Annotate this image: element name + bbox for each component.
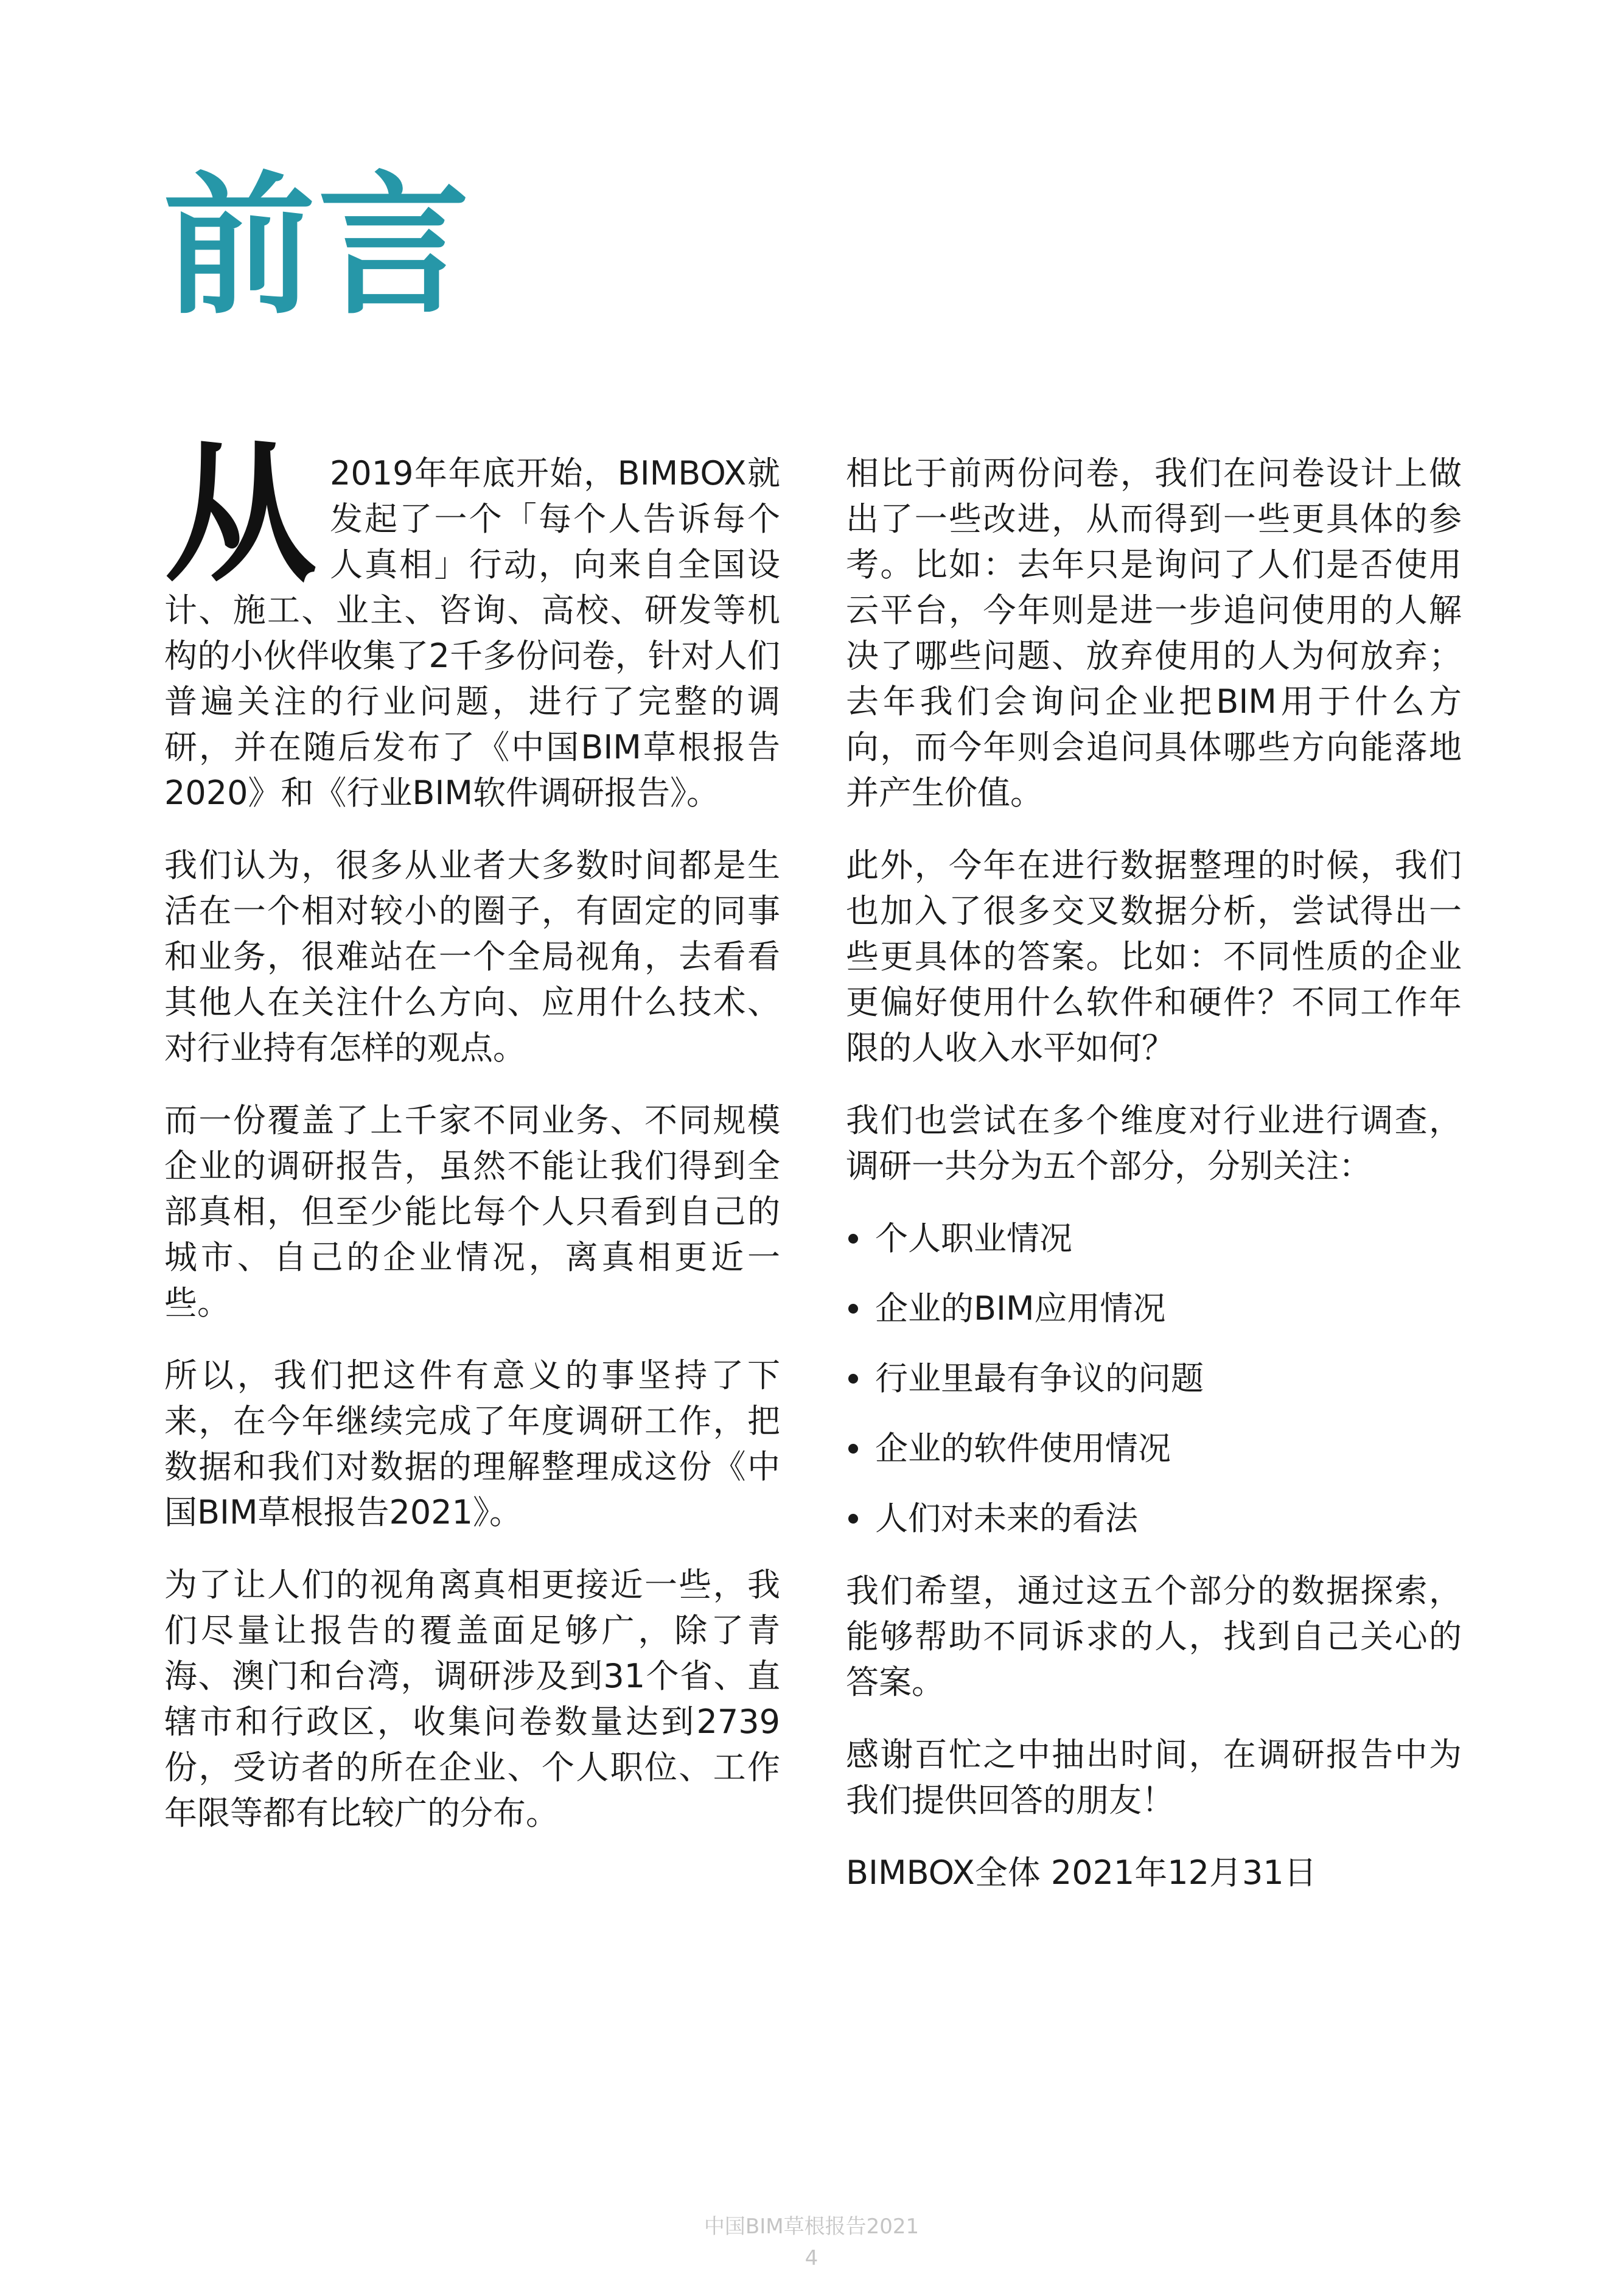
bullet-icon: [848, 1304, 858, 1314]
list-item: [846, 1286, 1462, 1331]
paragraph: 而一份覆盖了上千家不同业务、不同规模企业的调研报告，虽然不能让我们得到全部真相，但至少能比每个人只看到自己的城市、自己的企业情况，离真相更近一些。: [164, 1101, 780, 1322]
list-item: [846, 1356, 1462, 1401]
survey-sections-list: [846, 1216, 1462, 1541]
list-item-label: 人们对未来的看法: [875, 1499, 1138, 1538]
bullet-icon: [848, 1514, 858, 1524]
paragraph: 感谢百忙之中抽出时间，在调研报告中为我们提供回答的朋友！: [846, 1735, 1462, 1819]
paragraph: 我们希望，通过这五个部分的数据探索，能够帮助不同诉求的人，找到自己关心的答案。: [846, 1572, 1462, 1701]
left-column: [164, 425, 780, 1863]
list-item-label: 企业的BIM应用情况: [875, 1289, 1166, 1328]
footer-page-number: 4: [805, 2246, 818, 2270]
signature: BIMBOX全体 2021年12月31日: [846, 1853, 1317, 1892]
paragraph: 我们认为，很多从业者大多数时间都是生活在一个相对较小的圈子，有固定的同事和业务，很难站在一个全局视角，去看看其他人在关注什么方向、应用什么技术、对行业持有怎样的观点。: [164, 846, 780, 1067]
list-item-label: 行业里最有争议的问题: [875, 1359, 1204, 1398]
list-item: [846, 1496, 1462, 1541]
intro-paragraph: [164, 425, 780, 816]
paragraph: 为了让人们的视角离真相更接近一些，我们尽量让报告的覆盖面足够广，除了青海、澳门和台湾，调研涉及到31个省、直辖市和行政区，收集问卷数量达到2739份，受访者的所在企业、个人职位、工作年限等都有比较广的分布。: [164, 1566, 780, 1832]
list-item-label: 个人职业情况: [875, 1219, 1072, 1258]
paragraph: 此外，今年在进行数据整理的时候，我们也加入了很多交叉数据分析，尝试得出一些更具体的答案。比如：不同性质的企业更偏好使用什么软件和硬件？不同工作年限的人收入水平如何？: [846, 846, 1462, 1067]
intro-text: 2019年年底开始，BIMBOX就发起了一个「每个人告诉每个人真相」行动，向来自全国设计、施工、业主、咨询、高校、研发等机构的小伙伴收集了2千多份问卷，针对人们普遍关注的行业问题，进行了完整的调研，并在随后发布了《中国BIM草根报告2020》和《行业BIM软件调研报告》。: [164, 454, 780, 812]
right-column: [846, 450, 1462, 1922]
list-item: [846, 1216, 1462, 1261]
page-title: 前言: [163, 158, 472, 335]
list-item: [846, 1426, 1462, 1471]
list-item-label: 企业的软件使用情况: [875, 1429, 1171, 1468]
bullet-icon: [848, 1234, 858, 1244]
paragraph: 相比于前两份问卷，我们在问卷设计上做出了一些改进，从而得到一些更具体的参考。比如：去年只是询问了人们是否使用云平台，今年则是进一步追问使用的人解决了哪些问题、放弃使用的人为何放弃；去年我们会询问企业把BIM用于什么方向，而今年则会追问具体哪些方向能落地并产生价值。: [846, 454, 1462, 812]
paragraph: 我们也尝试在多个维度对行业进行调查，调研一共分为五个部分，分别关注：: [846, 1101, 1462, 1185]
footer-report-title: 中国BIM草根报告2021: [703, 2214, 920, 2239]
paragraph: 所以，我们把这件有意义的事坚持了下来，在今年继续完成了年度调研工作，把数据和我们对数据的理解整理成这份《中国BIM草根报告2021》。: [164, 1356, 780, 1531]
drop-cap: 从: [164, 425, 316, 603]
bullet-icon: [848, 1374, 858, 1384]
bullet-icon: [848, 1444, 858, 1454]
